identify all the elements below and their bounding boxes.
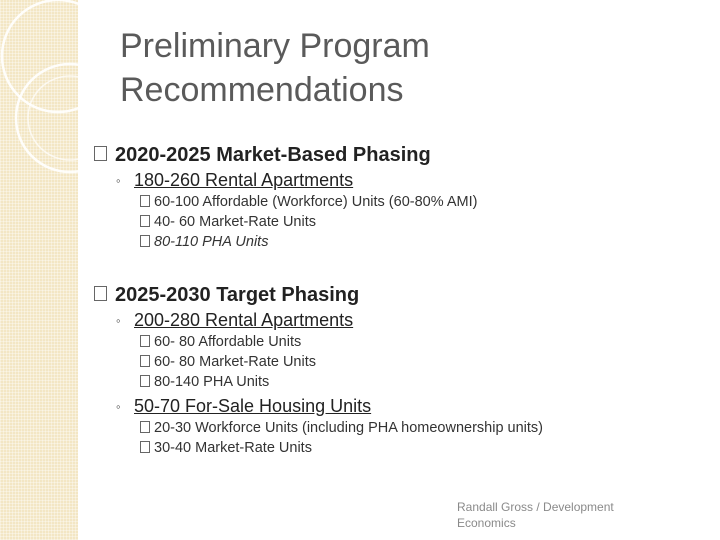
sub-bullet <box>116 309 353 333</box>
square-bullet-icon <box>140 195 150 207</box>
list-item-text: 30-40 Market-Rate Units <box>154 440 312 456</box>
square-bullet-icon <box>140 215 150 227</box>
list-item <box>140 332 301 352</box>
footer-line-2: Economics <box>457 516 516 530</box>
circle-bullet-icon: ◦ <box>116 399 121 414</box>
section-heading-text: 2025-2030 Target Phasing <box>115 284 360 306</box>
sub-bullet-text: 200-280 Rental Apartments <box>134 310 354 330</box>
list-item <box>140 418 543 438</box>
footer-line-1: Randall Gross / Development <box>457 500 614 514</box>
sub-bullet <box>116 169 353 193</box>
circle-bullet-icon: ◦ <box>116 313 121 328</box>
list-item <box>140 372 269 392</box>
list-item <box>140 212 316 232</box>
circle-bullet-icon: ◦ <box>116 173 121 188</box>
section-heading <box>94 143 431 167</box>
square-bullet-icon <box>140 421 150 433</box>
slide-title <box>120 24 430 112</box>
list-item <box>140 352 316 372</box>
list-item-text: 80-110 PHA Units <box>154 234 269 250</box>
section-heading-text: 2020-2025 Market-Based Phasing <box>115 144 431 166</box>
list-item-text: 60-100 Affordable (Workforce) Units (60-80% AMI) <box>154 194 478 210</box>
square-bullet-icon <box>140 355 150 367</box>
list-item-text: 60- 80 Market-Rate Units <box>154 354 316 370</box>
section-heading <box>94 283 359 307</box>
list-item-text: 80-140 PHA Units <box>154 374 270 390</box>
square-bullet-icon <box>94 146 107 161</box>
square-bullet-icon <box>94 286 107 301</box>
square-bullet-icon <box>140 335 150 347</box>
decorative-sidebar <box>0 0 78 540</box>
title-line-2: Recommendations <box>120 71 404 109</box>
square-bullet-icon <box>140 441 150 453</box>
list-item-text: 20-30 Workforce Units (including PHA homeownership units) <box>154 420 543 436</box>
sidebar-divider <box>78 0 81 540</box>
sub-bullet-text: 180-260 Rental Apartments <box>134 170 354 190</box>
square-bullet-icon <box>140 235 150 247</box>
sub-bullet-text: 50-70 For-Sale Housing Units <box>134 396 372 416</box>
list-item-text: 40- 60 Market-Rate Units <box>154 214 316 230</box>
list-item <box>140 192 477 212</box>
list-item-text: 60- 80 Affordable Units <box>154 334 302 350</box>
sub-bullet <box>116 395 371 419</box>
title-line-1: Preliminary Program <box>120 27 430 65</box>
footer-credit <box>457 499 614 531</box>
list-item <box>140 438 312 458</box>
list-item <box>140 232 268 252</box>
square-bullet-icon <box>140 375 150 387</box>
